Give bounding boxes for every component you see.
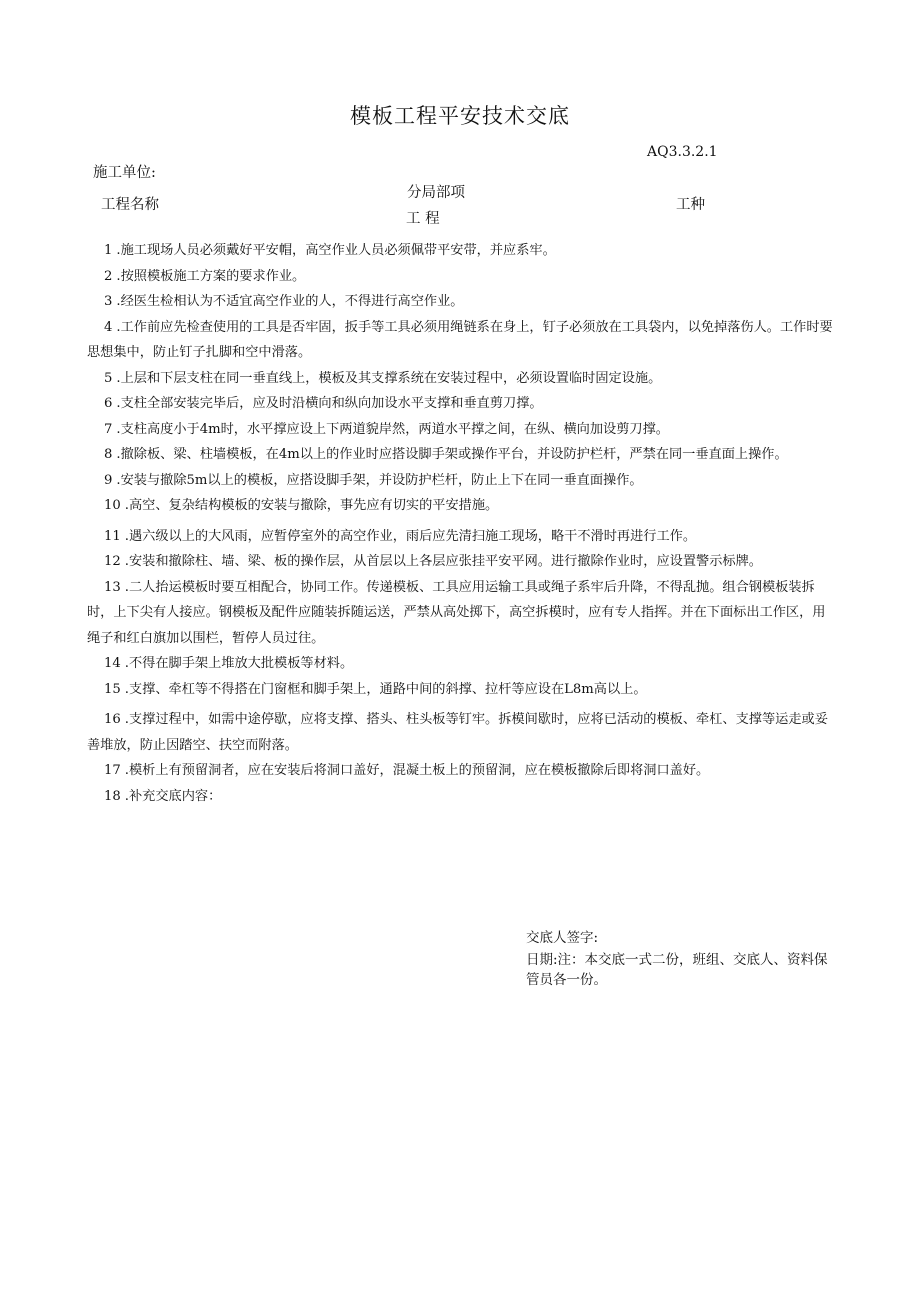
list-item: 2 .按照模板施工方案的要求作业。	[104, 268, 306, 284]
list-item: 8 .撤除板、梁、柱墙模板，在4m以上的作业时应搭设脚手架或操作平台，并设防护栏杆，严禁在同一垂直面上操作。	[104, 447, 788, 462]
list-item: 16 .支撑过程中，如需中途停歇，应将支撑、搭头、柱头板等钉牢。拆模间歇时，应将已活动的模板、牵杠、支撑等运走或妥善堆放，防止因踏空、扶空而附落。	[87, 712, 828, 753]
sub-project-label-line2: 工 程	[406, 211, 440, 227]
document-title: 模板工程平安技术交底	[350, 104, 570, 128]
sub-project-label-line1: 分局部项	[407, 185, 465, 201]
list-item: 4 .工作前应先检查使用的工具是否牢固，扳手等工具必须用绳链系在身上，钉子必须放在工具袋内，以免掉落伤人。工作时要思想集中，防止钉子扎脚和空中滑落。	[87, 319, 833, 360]
project-name-label: 工程名称	[101, 197, 159, 213]
document-code: AQ3.3.2.1	[647, 144, 718, 160]
date-note: 日期:注：本交底一式二份，班组、交底人、资料保管员各一份。	[526, 952, 828, 988]
list-item: 15 .支撑、牵杠等不得搭在门窗框和脚手架上，通路中间的斜撑、拉杆等应设在L8m高以上。	[104, 681, 647, 697]
signer-label: 交底人签字:	[526, 930, 599, 946]
safety-items-list	[87, 238, 835, 809]
list-item: 14 .不得在脚手架上堆放大批模板等材料。	[104, 656, 354, 671]
list-item: 11 .遇六级以上的大风雨，应暂停室外的高空作业，雨后应先清扫施工现场，略干不滑时再进行工作。	[104, 528, 697, 544]
list-item: 6 .支柱全部安装完毕后，应及时沿横向和纵向加设水平支撑和垂直剪刀撑。	[104, 396, 543, 411]
list-item: 18 .补充交底内容：	[104, 788, 222, 804]
list-item: 17 .模析上有预留洞者，应在安装后将洞口盖好，混凝土板上的预留洞，应在模板撤除后即将洞口盖好。	[104, 763, 710, 778]
list-item: 13 .二人抬运模板时要互相配合，协同工作。传递模板、工具应用运输工具或绳子系牢后升降，不得乱抛。组合钢模板装拆时，上下尖有人接应。钢模板及配件应随装拆随运送，严禁从高处掷下，高空拆模时，应有专人指挥。并在下面标出工作区，用绳子和红白旗加以围栏，暂停人员过往。	[87, 579, 826, 646]
list-item: 1 .施工现场人员必须戴好平安帽，高空作业人员必须佩带平安带，并应系牢。	[104, 243, 556, 258]
list-item: 10 .高空、复杂结构模板的安装与撤除，事先应有切实的平安措施。	[104, 498, 499, 513]
list-item: 12 .安装和撤除柱、墙、梁、板的操作层，从首层以上各层应张挂平安平网。进行撤除作业时，应设置警示标牌。	[104, 554, 762, 569]
list-item: 7 .支柱高度小于4m时，水平撑应设上下两道貌岸然，两道水平撑之间，在纵、横向加设剪刀撑。	[104, 421, 669, 437]
list-item: 5 .上层和下层支柱在同一垂直线上，模板及其支撑系统在安装过程中，必须设置临时固定设施。	[104, 370, 662, 386]
list-item: 3 .经医生检相认为不适宜高空作业的人，不得进行高空作业。	[104, 294, 464, 309]
list-item: 9 .安装与撤除5m以上的模板，应搭设脚手架，并设防护栏杆，防止上下在同一垂直面操作。	[104, 472, 643, 488]
construction-unit-label: 施工单位:	[93, 165, 156, 181]
work-type-label: 工种	[676, 197, 705, 213]
